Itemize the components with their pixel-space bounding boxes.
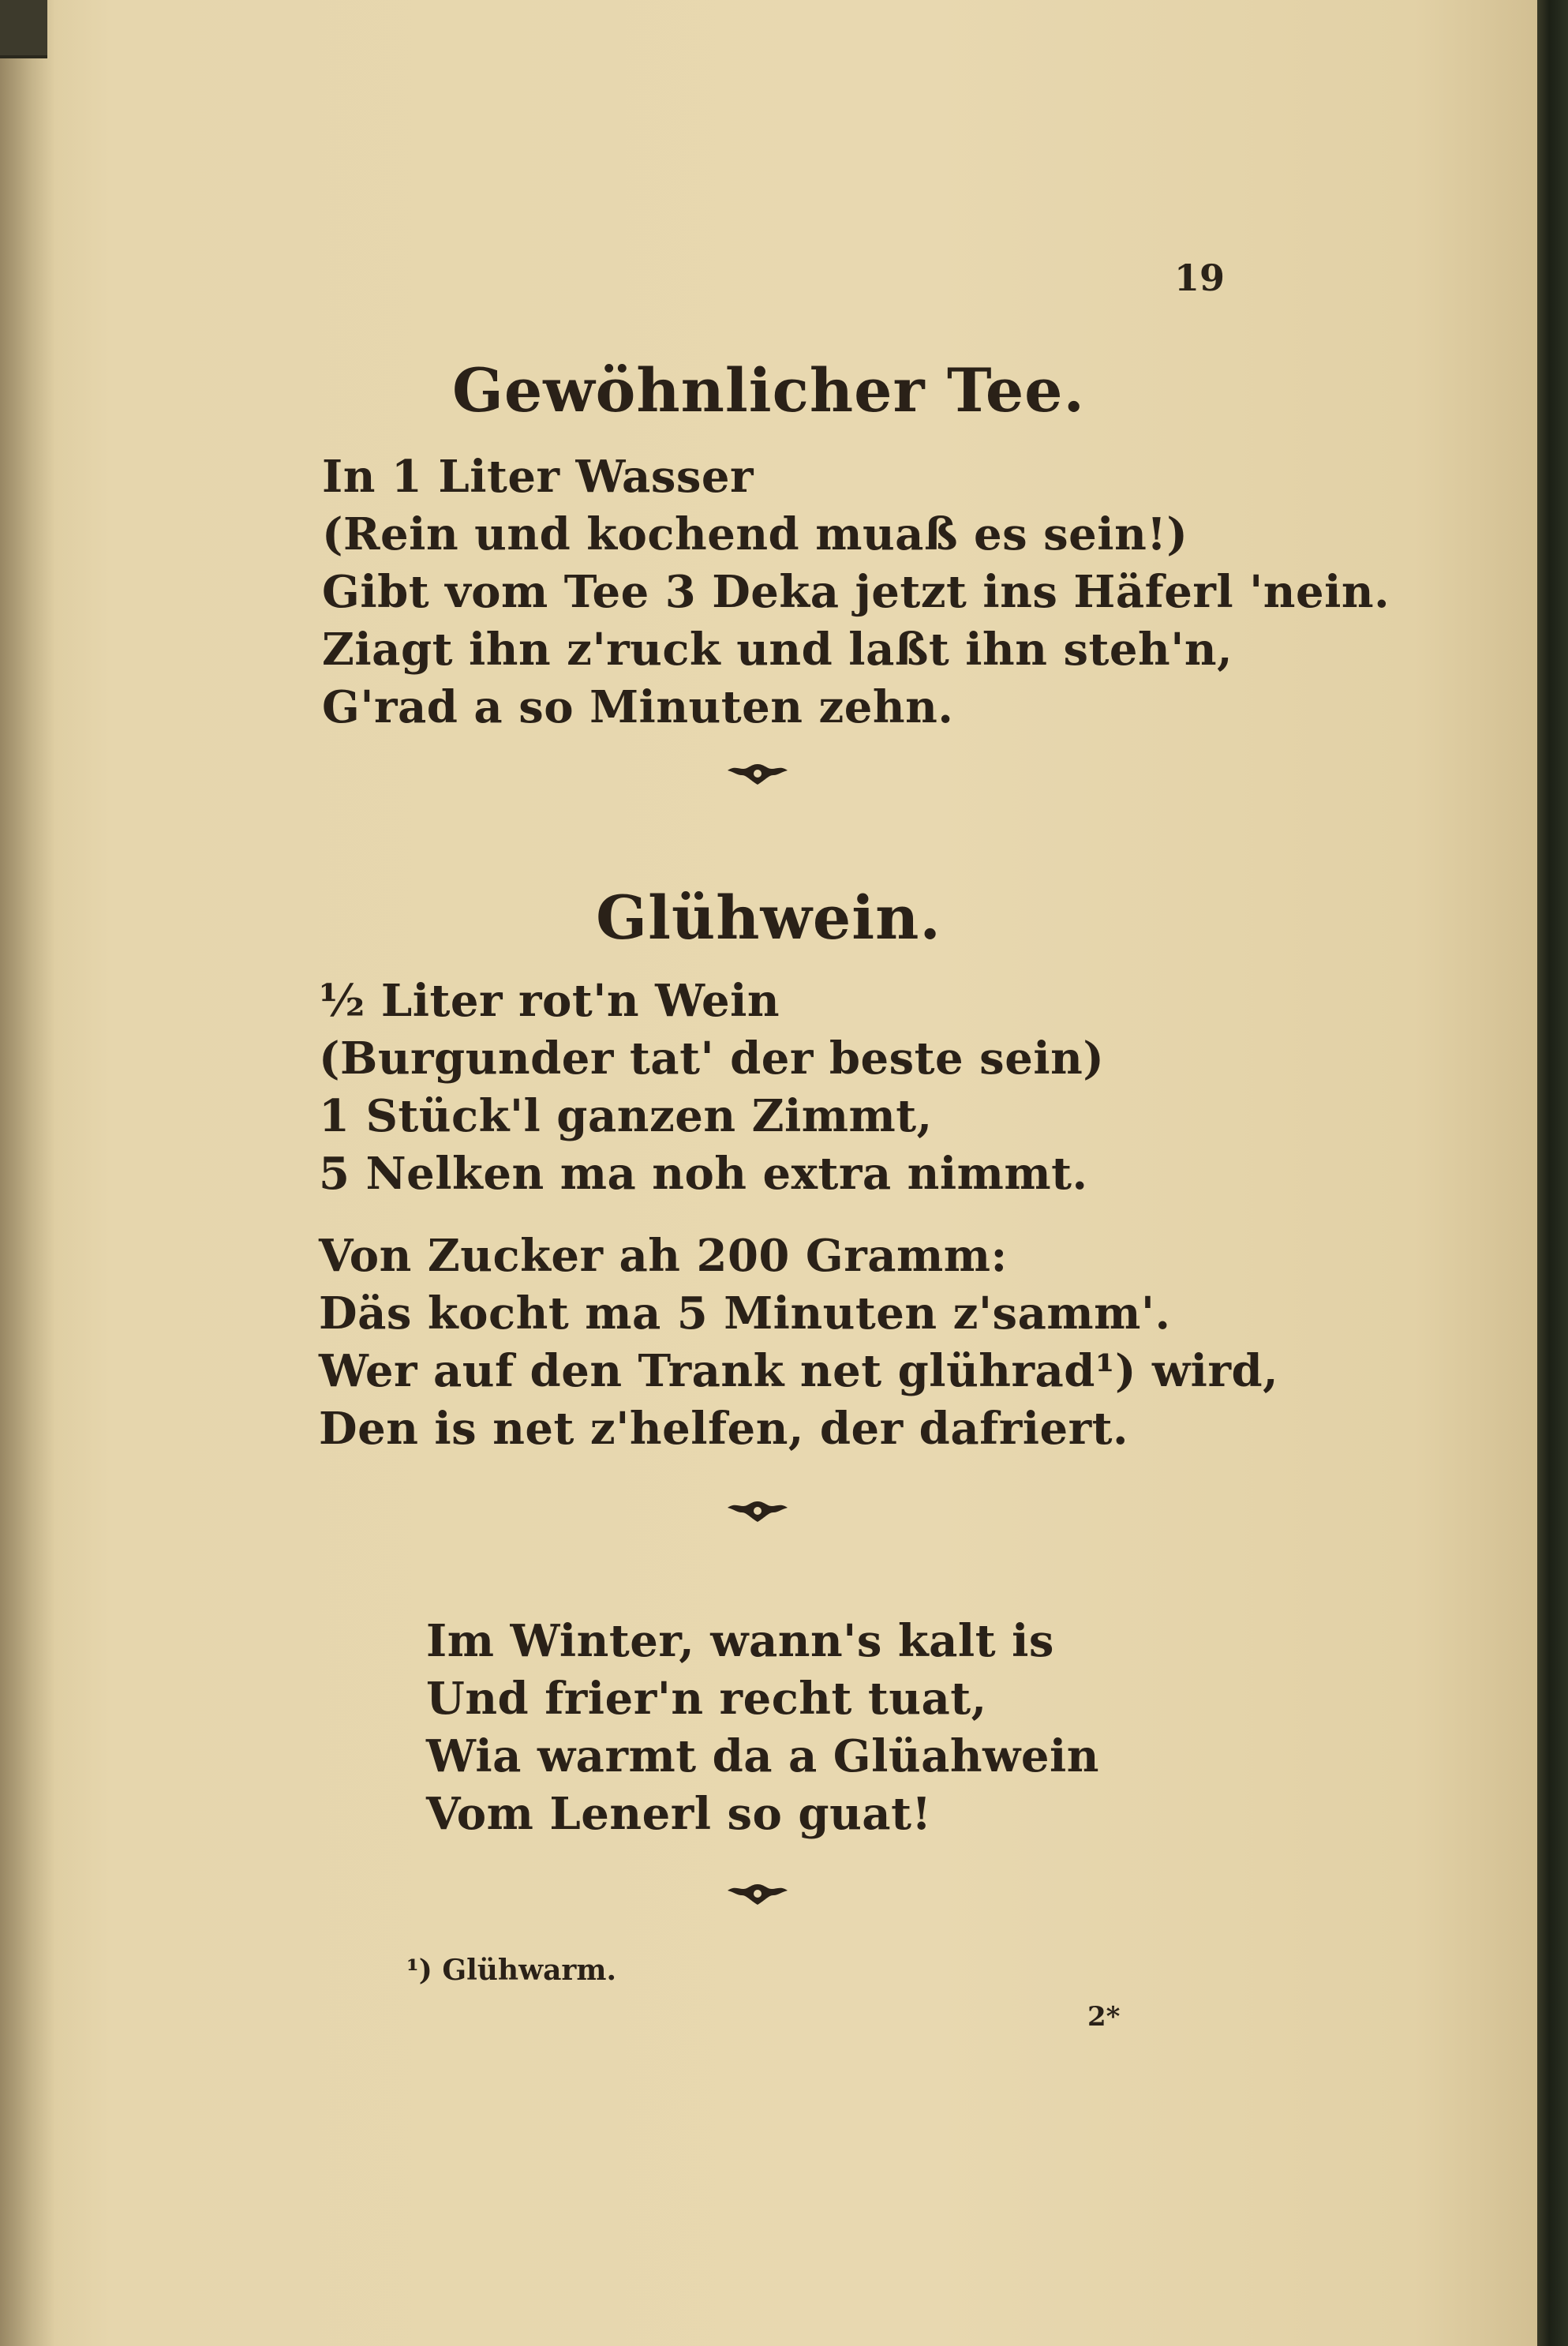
gluehwein-stanza-ingredients (319, 973, 1104, 1203)
verse-line: Wia warmt da a Glüahwein (426, 1730, 1099, 1782)
verse-line: Vom Lenerl so guat! (426, 1788, 932, 1840)
floral-vignette-icon (724, 759, 791, 791)
verse-line: Und frier'n recht tuat, (426, 1673, 987, 1725)
tea-recipe-stanza (322, 448, 1390, 736)
verse-line: (Rein und kochend muaß es sein!) (322, 508, 1188, 560)
footnote: ¹) Glühwarm. (406, 1954, 617, 1987)
verse-line: Im Winter, wann's kalt is (426, 1615, 1054, 1667)
verse-line: Wer auf den Trank net glührad¹) wird, (319, 1345, 1279, 1397)
corner-tab (0, 0, 47, 58)
verse-line: In 1 Liter Wasser (322, 451, 754, 503)
verse-line: Däs kocht ma 5 Minuten z'samm'. (319, 1287, 1171, 1340)
heading-gewoehnlicher-tee: Gewöhnlicher Tee. (451, 355, 1085, 425)
winter-verse-stanza (426, 1613, 1099, 1843)
verse-line: Ziagt ihn z'ruck und laßt ihn steh'n, (322, 624, 1233, 676)
gluehwein-stanza-method (319, 1227, 1278, 1458)
floral-vignette-icon (724, 1879, 791, 1911)
verse-line: (Burgunder tat' der beste sein) (319, 1032, 1105, 1085)
verse-line: 1 Stück'l ganzen Zimmt, (319, 1090, 933, 1142)
verse-line: ½ Liter rot'n Wein (319, 975, 780, 1027)
binding-edge (1537, 0, 1568, 2346)
heading-gluehwein: Glühwein. (596, 883, 941, 953)
verse-line: Von Zucker ah 200 Gramm: (319, 1230, 1008, 1282)
verse-line: 5 Nelken ma noh extra nimmt. (319, 1148, 1088, 1200)
page-number: 19 (1174, 257, 1226, 299)
signature-mark: 2* (1087, 2001, 1121, 2033)
floral-vignette-icon (724, 1497, 791, 1528)
verse-line: Den is net z'helfen, der dafriert. (319, 1403, 1128, 1455)
verse-line: G'rad a so Minuten zehn. (322, 681, 954, 733)
verse-line: Gibt vom Tee 3 Deka jetzt ins Häferl 'nein. (322, 566, 1390, 618)
